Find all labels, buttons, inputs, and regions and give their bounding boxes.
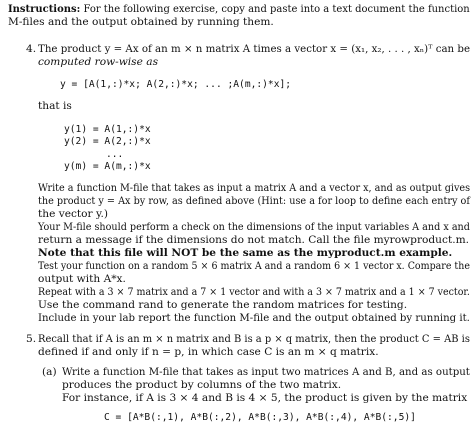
- q5-line-1: Recall that if A is an m × n matrix and B is a p × q matrix, then the product C = AB is: [38, 333, 470, 345]
- q4-intro-2: computed row-wise as: [38, 56, 159, 68]
- q4-para-9: Repeat with a 3 × 7 matrix and a 7 × 1 vector and with a 3 × 7 matrix and a 1 × 7 vector.: [38, 286, 470, 298]
- q4-para-8: output with A*x.: [38, 273, 126, 285]
- q4-para-5: return a message if the dimensions do not match. Call the file myrowproduct.m.: [38, 234, 469, 246]
- q5a-line-3: For instance, if A is 3 × 4 and B is 4 × 5, the product is given by the matrix: [62, 392, 468, 404]
- q4-para-2: the product y = Ax by row, as defined above (Hint: use a for loop to define each entry of: [38, 195, 470, 207]
- q5a-equation-C: C = [A*B(:,1), A*B(:,2), A*B(:,3), A*B(:,4), A*B(:,5)]: [104, 412, 416, 423]
- q4-para-1: Write a function M-file that takes as input a matrix A and a vector x, and as output gives: [38, 182, 471, 194]
- q4-number: 4.: [26, 43, 37, 55]
- q4-that-is: that is: [38, 100, 72, 112]
- q4-equation-m: y(m) = A(m,:)*x: [64, 161, 151, 172]
- q4-para-4: Your M-file should perform a check on the dimensions of the input variables A and x and: [38, 221, 470, 233]
- instructions-text-1: For the following exercise, copy and paste into a text document the function: [83, 3, 470, 15]
- q4-para-10: Use the command rand to generate the random matrices for testing.: [38, 299, 408, 311]
- q5a-line-1: Write a function M-file that takes as input two matrices A and B, and as output: [62, 366, 470, 378]
- instructions-line-1: [8, 3, 470, 16]
- q4-para-7: Test your function on a random 5 × 6 matrix A and a random 6 × 1 vector x. Compare the: [38, 260, 470, 272]
- instructions-label: Instructions:: [8, 3, 81, 15]
- q5a-label: (a): [42, 366, 57, 378]
- q4-equation-y: y = [A(1,:)*x; A(2,:)*x; ... ;A(m,:)*x];: [60, 79, 292, 90]
- q4-equation-dots: ...: [106, 149, 124, 160]
- q4-note: Note that this file will NOT be the same as the myproduct.m example.: [38, 247, 453, 259]
- q5a-line-2: produces the product by columns of the two matrix.: [62, 379, 342, 391]
- instructions-line-2: M-files and the output obtained by running them.: [8, 16, 274, 28]
- q4-intro-1: The product y = Ax of an m × n matrix A times a vector x = (x₁, x₂, . . . , xₙ)ᵀ can be: [38, 43, 471, 55]
- q5-line-2: defined if and only if n = p, in which case C is an m × q matrix.: [38, 346, 379, 358]
- q4-para-11: Include in your lab report the function M-file and the output obtained by running it.: [38, 312, 470, 324]
- q4-para-3: the vector y.): [38, 208, 109, 220]
- q5-number: 5.: [26, 333, 37, 345]
- q4-equation-2: y(2) = A(2,:)*x: [64, 136, 151, 147]
- q4-equation-1: y(1) = A(1,:)*x: [64, 124, 151, 135]
